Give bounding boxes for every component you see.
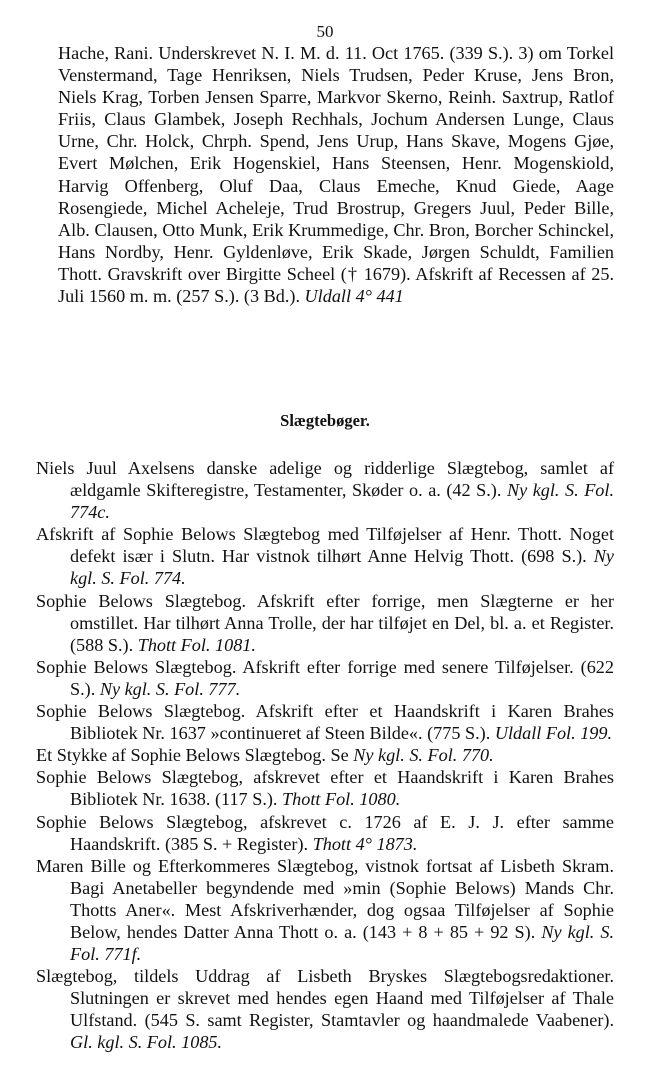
entry-shelfmark: Ny kgl. S. Fol. 774. bbox=[70, 546, 615, 589]
entry-shelfmark: Uldall Fol. 199. bbox=[494, 723, 613, 744]
entry-shelfmark: Gl. kgl. S. Fol. 1085. bbox=[70, 1032, 223, 1053]
continued-paragraph bbox=[58, 42, 614, 307]
entry-shelfmark: Ny kgl. S. Fol. 774c. bbox=[70, 480, 615, 523]
entry-text: Sophie Belows Slægtebog, afskrevet c. 1726 af E. J. J. efter samme Haandskrift. (385 S. + Register). bbox=[36, 811, 614, 854]
list-item bbox=[36, 523, 614, 589]
entry-shelfmark: Ny kgl. S. Fol. 771f. bbox=[70, 921, 615, 965]
list-item bbox=[36, 766, 614, 810]
section-heading: Slægtebøger. bbox=[280, 411, 370, 430]
list-item bbox=[36, 855, 614, 965]
entry-shelfmark: Ny kgl. S. Fol. 770. bbox=[353, 745, 494, 766]
paragraph-citation: Uldall 4° 441 bbox=[304, 286, 404, 307]
list-item bbox=[36, 744, 614, 766]
list-item bbox=[36, 965, 614, 1053]
list-item bbox=[36, 700, 614, 744]
entry-list bbox=[36, 457, 614, 1054]
entry-text: Sophie Belows Slægtebog. Afskrift efter forrige med senere Tilføjelser. (622 S.). bbox=[36, 656, 614, 699]
entry-text: Sophie Belows Slægtebog. Afskrift efter forrige, men Slægterne er her omstillet. Har tilhørt Anna Trolle, der har tilføjet en Del, bl. a. et Register. (588 S.). bbox=[36, 590, 614, 655]
entry-text: Slægtebog, tildels Uddrag af Lisbeth Bryskes Slægtebogsredaktioner. Slutningen er skrevet med hendes egen Haand med Tilføjelser af Thale Ulfstand. (545 S. samt Register, Stamtavler og haandmalede Vaabener). bbox=[36, 966, 614, 1031]
list-item bbox=[36, 590, 614, 656]
list-item bbox=[36, 457, 614, 523]
entry-shelfmark: Thott Fol. 1080. bbox=[282, 789, 401, 810]
entry-text: Afskrift af Sophie Belows Slægtebog med Tilføjelser af Henr. Thott. Noget defekt især i Slutn. Har vistnok tilhørt Anne Helvig Thott. (698 S.). bbox=[36, 524, 614, 567]
paragraph-text: Hache, Rani. Underskrevet N. I. M. d. 11. Oct 1765. (339 S.). 3) om Torkel Venstermand, Tage Henriksen, Niels Trudsen, Peder Kruse, Jens Bron, Niels Krag, Torben Jensen Sparre, Markvor Skerno, Reinh. Saxtrup, Ratlof Friis, Claus Glambek, Joseph Rechhals, Jochum Andersen Lunge, Claus Urne, Chr. Holck, Chrph. Spend, Jens Urup, Hans Skave, Mogens Gjøe, Evert Mølchen, Erik Hogenskiel, Hans Steensen, Henr. Mogenskiold, Harvig Offenberg, Oluf Daa, Claus Emeche, Knud Giede, Aage Rosengiede, Michel Acheleje, Trud Brostrup, Gregers Juul, Peder Bille, Alb. Clausen, Otto Munk, Erik Krummedige, Chr. Bron, Borcher Schinckel, Hans Nordby, Henr. Gyldenløve, Erik Skade, Jørgen Schuldt, Familien Thott. Gravskrift over Birgitte Scheel († 1679). Afskrift af Recessen af 25. Juli 1560 m. m. (257 S.). (3 Bd.). bbox=[58, 43, 614, 307]
entry-text: Niels Juul Axelsens danske adelige og ridderlige Slægtebog, samlet af ældgamle Skifteregistre, Testamenter, Skøder o. a. (42 S.). bbox=[36, 458, 614, 501]
entry-shelfmark: Ny kgl. S. Fol. 777. bbox=[99, 678, 241, 699]
entry-shelfmark: Thott Fol. 1081. bbox=[137, 634, 256, 655]
entry-text: Et Stykke af Sophie Belows Slægtebog. Se bbox=[36, 745, 349, 766]
page-number: 50 bbox=[316, 22, 334, 41]
list-item bbox=[36, 656, 614, 700]
entry-text: Sophie Belows Slægtebog, afskrevet efter et Haandskrift i Karen Brahes Bibliotek Nr. 1638. (117 S.). bbox=[36, 767, 614, 810]
list-item bbox=[36, 811, 614, 855]
entry-text: Sophie Belows Slægtebog. Afskrift efter et Haandskrift i Karen Brahes Bibliotek Nr. 1637 »continueret af Steen Bilde«. (775 S.). bbox=[36, 701, 614, 744]
entry-text: Maren Bille og Efterkommeres Slægtebog, vistnok fortsat af Lisbeth Skram. Bagi Anetabeller begyndende med »min (Sophie Belows) Mands Chr. Thotts Aner«. Mest Afskriverhænder, dog ogsaa Tilføjelser af Sophie Below, hendes Datter Anna Thott o. a. (143 + 8 + 85 + 92 S). bbox=[36, 855, 614, 942]
entry-shelfmark: Thott 4° 1873. bbox=[312, 833, 418, 854]
